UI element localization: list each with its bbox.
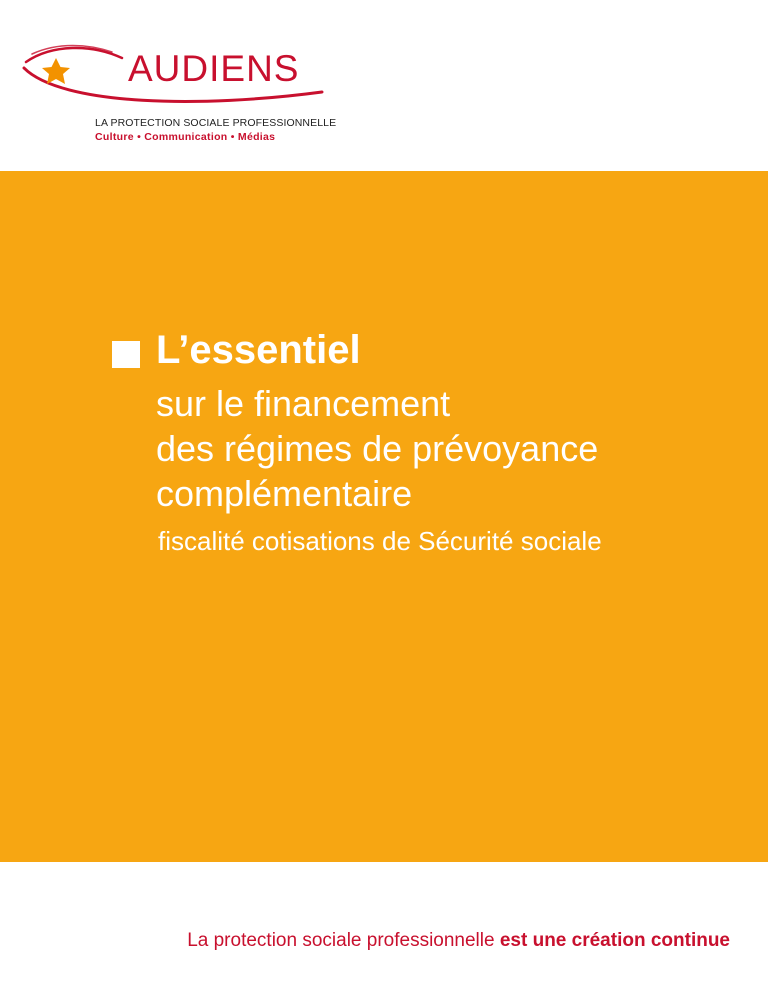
cover-subtitle — [156, 381, 756, 516]
cover-subtitle-line: sur le financement — [156, 383, 451, 424]
cover-subtitle-line: des régimes de prévoyance — [156, 428, 599, 469]
footer-slogan-regular: La protection sociale professionnelle — [187, 930, 495, 951]
brand-tagline: LA PROTECTION SOCIALE PROFESSIONNELLE — [95, 117, 337, 129]
footer-slogan-bold: est une création continue — [499, 930, 730, 951]
white-square-bullet-icon — [112, 341, 140, 368]
brand-name: AUDIENS — [128, 48, 300, 89]
cover-taxation-line: fiscalité cotisations de Sécurité sociale — [158, 526, 602, 556]
cover-panel — [0, 171, 768, 862]
footer-slogan — [187, 930, 730, 952]
cover-title: L’essentiel — [156, 328, 361, 372]
brand-sectors: Culture • Communication • Médias — [95, 131, 276, 143]
cover-subtitle-line: complémentaire — [156, 473, 413, 514]
